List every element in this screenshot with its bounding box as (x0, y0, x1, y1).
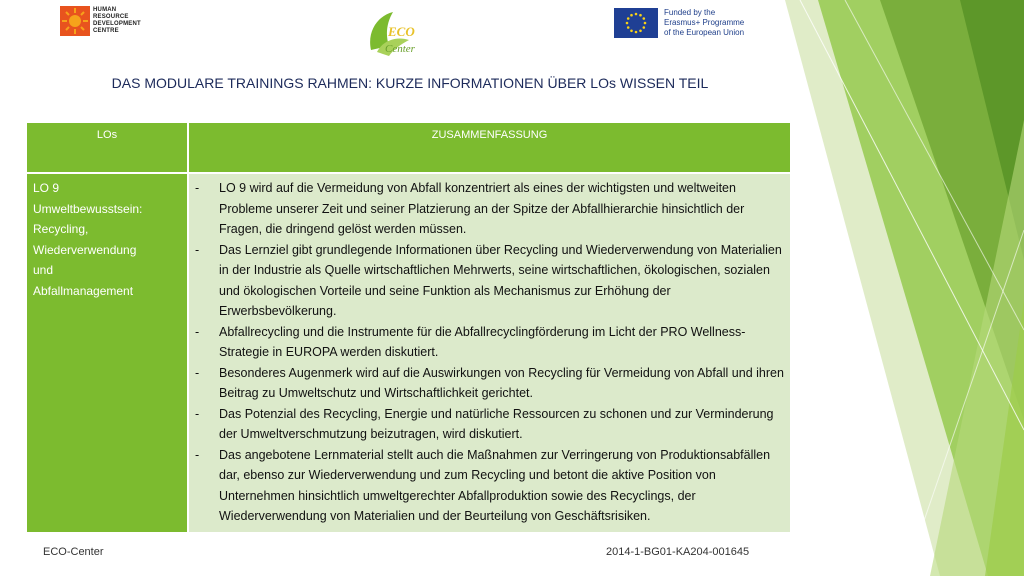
bullet-text: Abfallrecycling und die Instrumente für die Abfallrecyclingförderung im Licht der PRO Wellness-Strategie in EUROPA werden diskutiert. (219, 324, 746, 359)
hrdc-line: CENTRE (93, 28, 119, 34)
bullet-text: Das angebotene Lernmaterial stellt auch die Maßnahmen zur Verringerung von Produktionsabfällen dar, ebenso zur Wiederverwendung und zum Recycling und betont die aktive Position von Unternehmen hinsichtlich umweltgerechter Abfallproduktion sowie des Recyclings, der Wiederverwendung von Materialien und der Beurteilung von Geschäftsrisiken. (219, 447, 771, 523)
eu-funding-logo (614, 8, 744, 38)
lo-line: Umweltbewusstsein: (33, 201, 143, 216)
eco-logo-line: ECO (388, 24, 415, 39)
header-summary: ZUSAMMENFASSUNG (188, 123, 790, 173)
lo-line: Recycling, (33, 222, 89, 236)
bullet-text: Besonderes Augenmerk wird auf die Auswirkungen von Recycling für Vermeidung von Abfall und ihren Beitrag zu Umweltschutz und Wirtschaftlichkeit gerichtet. (219, 365, 784, 400)
lo-line: LO 9 (33, 181, 60, 195)
bullet-dash: - (195, 365, 200, 380)
summary-bullet (193, 240, 784, 322)
bullet-text: Das Lernziel gibt grundlegende Informationen über Recycling und Wiederverwendung von Materialien in der Industrie als Quelle wirtschaftlichen Mehrwerts, seine wirtschaftlichen, ökologischen, sozialen und ökologischen Vorteile und seine Funktion als Mechanismus zur Erhöhung der Erwerbsbevölkerung. (219, 242, 782, 318)
table-row (27, 173, 790, 532)
lo-cell (27, 173, 188, 532)
summary-bullet (193, 178, 784, 240)
bullet-dash: - (195, 447, 200, 462)
summary-bullet (193, 404, 784, 445)
lo-line: Abfallmanagement (33, 283, 134, 298)
eu-line: of the European Union (664, 28, 745, 37)
bullet-text: Das Potenzial des Recycling, Energie und natürliche Ressourcen zu schonen und zur Verminderung der Umweltverschmutzung beizutragen, wird diskutiert. (219, 406, 774, 441)
bullet-text: LO 9 wird auf die Vermeidung von Abfall konzentriert als eines der wichtigsten und weltweiten Probleme unserer Zeit und seiner Platzierung an der Spitze der Abfallhierarchie hinsichtlich der Fragen, die dringend gelöst werden müssen. (219, 181, 745, 236)
bullet-dash: - (195, 406, 200, 421)
header-los: LOs (27, 123, 188, 173)
slide-title: DAS MODULARE TRAININGS RAHMEN: KURZE INFORMATIONEN ÜBER LOs WISSEN TEIL (111, 75, 709, 91)
hrdc-line: RESOURCE (93, 14, 129, 20)
footer-project-number: 2014-1-BG01-KA204-001645 (606, 546, 750, 558)
summary-bullet (193, 445, 784, 527)
hrdc-logo (60, 6, 141, 36)
bullet-dash: - (195, 242, 200, 257)
hrdc-logo-text (93, 7, 141, 35)
hrdc-sun-icon (60, 6, 90, 36)
eu-line: Funded by the (664, 8, 716, 17)
eu-line: Erasmus+ Programme (664, 18, 745, 27)
lo-line: Wiederverwendung (33, 242, 137, 257)
eu-funding-text (664, 8, 744, 38)
lo-summary-table (27, 123, 790, 532)
summary-bullet (193, 363, 784, 404)
lo-line: und (33, 263, 54, 277)
bullet-dash: - (195, 181, 200, 195)
summary-bullet (193, 322, 784, 363)
eco-logo-line: Center (385, 43, 415, 55)
eco-center-logo (363, 6, 423, 60)
bullet-dash: - (195, 324, 200, 339)
hrdc-line: DEVELOPMENT (93, 21, 141, 27)
table-header-row (27, 123, 790, 173)
eu-flag-icon (614, 8, 658, 38)
hrdc-line: HUMAN (93, 7, 117, 13)
summary-cell (188, 173, 790, 532)
footer-organization: ECO-Center (43, 546, 104, 558)
